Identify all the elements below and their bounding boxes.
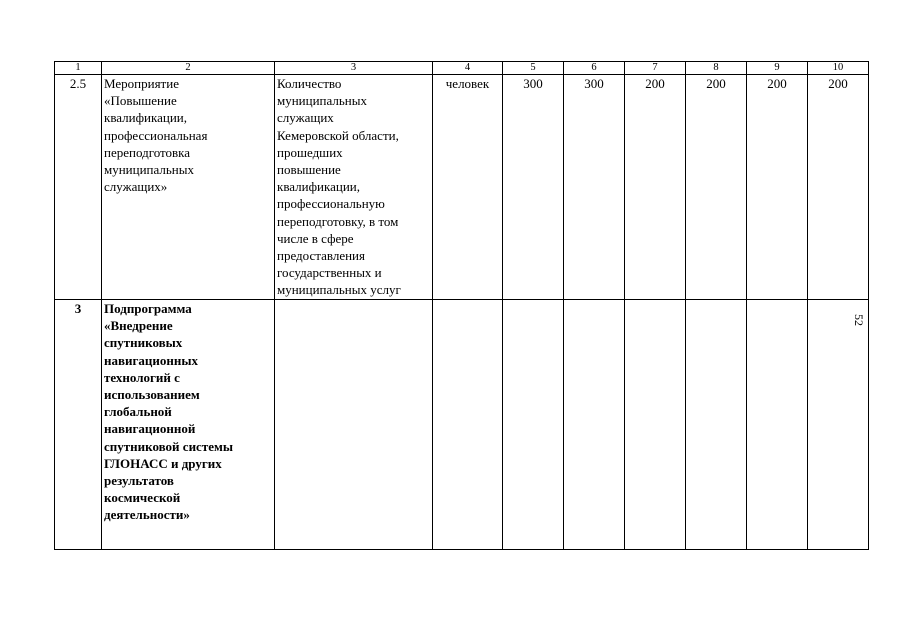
text-line: числе в сфере (277, 230, 354, 246)
column-number: 3 (275, 62, 433, 75)
text-line: повышение (277, 162, 341, 178)
value-cell: 300 (503, 75, 564, 300)
activity-name (102, 75, 275, 300)
text-line: муниципальных (277, 93, 368, 109)
subprogram-name (102, 300, 275, 550)
indicator-name (275, 75, 433, 300)
value-cell: 200 (747, 75, 808, 300)
text-line: спутниковой системы (104, 438, 233, 454)
column-number: 9 (747, 62, 808, 75)
column-number-row (55, 62, 869, 75)
column-number: 8 (686, 62, 747, 75)
indicator-name (275, 300, 433, 550)
text-line: результатов (104, 473, 174, 489)
text-line: использованием (104, 387, 200, 403)
text-line: Кемеровской области, (277, 127, 399, 143)
value-cell (503, 300, 564, 550)
column-number: 5 (503, 62, 564, 75)
value-cell: 300 (564, 75, 625, 300)
value-cell: 200 (808, 75, 869, 300)
value-cell: 200 (625, 75, 686, 300)
text-line: спутниковых (104, 335, 183, 351)
page-number: 52 (852, 314, 866, 326)
text-line: ГЛОНАСС и других (104, 455, 222, 471)
text-line: глобальной (104, 404, 172, 420)
text-line: Подпрограмма (104, 301, 192, 316)
text-line: муниципальных (104, 162, 195, 178)
text-line: прошедших (277, 144, 343, 160)
text-line: квалификации, (277, 179, 361, 195)
text-line: государственных и (277, 265, 382, 281)
text-line: технологий с (104, 369, 180, 385)
row-number: 3 (55, 300, 102, 550)
text-line: навигационных (104, 352, 199, 368)
column-number: 10 (808, 62, 869, 75)
column-number: 1 (55, 62, 102, 75)
text-line: переподготовка (104, 144, 191, 160)
column-number: 6 (564, 62, 625, 75)
text-line: профессиональная (104, 127, 208, 143)
value-cell (625, 300, 686, 550)
text-line: служащих (277, 110, 334, 126)
text-line: Мероприятие (104, 76, 179, 91)
value-cell (686, 300, 747, 550)
text-line: космической (104, 490, 181, 506)
text-line: «Повышение (104, 93, 177, 109)
value-cell: 200 (686, 75, 747, 300)
column-number: 2 (102, 62, 275, 75)
text-line: деятельности» (104, 507, 190, 523)
text-line: служащих» (104, 179, 168, 195)
column-number: 4 (433, 62, 503, 75)
table-row (55, 300, 869, 550)
text-line: «Внедрение (104, 318, 173, 334)
value-cell (747, 300, 808, 550)
text-line: навигационной (104, 421, 196, 437)
unit-cell: человек (433, 75, 503, 300)
value-cell (564, 300, 625, 550)
indicators-table (54, 61, 869, 550)
column-number: 7 (625, 62, 686, 75)
text-line: квалификации, (104, 110, 188, 126)
unit-cell (433, 300, 503, 550)
value-cell (808, 300, 869, 550)
text-line: Количество (277, 76, 342, 91)
table-row (55, 75, 869, 300)
text-line: предоставления (277, 248, 365, 264)
row-number: 2.5 (55, 75, 102, 300)
text-line: профессиональную (277, 196, 385, 212)
text-line: переподготовку, в том (277, 213, 399, 229)
text-line: муниципальных услуг (277, 282, 401, 298)
